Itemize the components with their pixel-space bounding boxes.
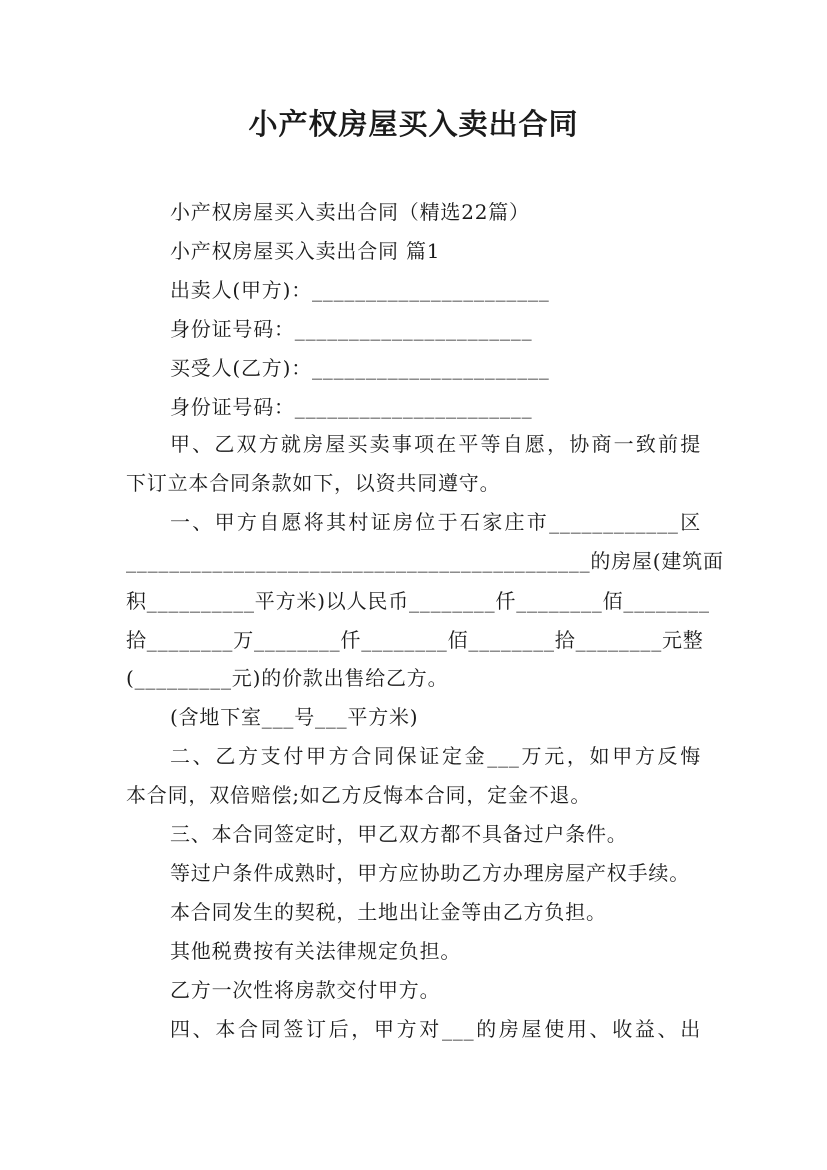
buyer-field: 买受人(乙方)：______________________ <box>170 356 550 380</box>
paragraph-line: 拾________万________仟________佰________拾________元整 <box>126 628 704 652</box>
paragraph-line: 下订立本合同条款如下，以资共同遵守。 <box>126 471 501 495</box>
paragraph-line: 一、甲方自愿将其村证房位于石家庄市____________区 <box>170 510 701 534</box>
paragraph-line: 四、本合同签订后，甲方对___的房屋使用、收益、出 <box>170 1017 701 1041</box>
paragraph-line: 积__________平方米)以人民币________仟________佰________ <box>126 589 710 613</box>
paragraph-line: (含地下室___号___平方米) <box>170 705 419 729</box>
paragraph-line: 乙方一次性将房款交付甲方。 <box>170 978 441 1002</box>
paragraph-line: 本合同发生的契税，土地出让金等由乙方负担。 <box>170 900 607 924</box>
paragraph-line: (_________元)的价款出售给乙方。 <box>126 666 449 690</box>
paragraph-line: 三、本合同签定时，甲乙双方都不具备过户条件。 <box>170 822 628 846</box>
seller-id-field: 身份证号码：______________________ <box>170 317 533 341</box>
paragraph-line: ___________________________________________的房屋(建筑面 <box>126 549 724 573</box>
subtitle-line: 小产权房屋买入卖出合同（精选22篇） <box>170 200 530 224</box>
paragraph-line: 二、乙方支付甲方合同保证定金___万元，如甲方反悔 <box>170 744 701 768</box>
section-heading: 小产权房屋买入卖出合同 篇1 <box>170 239 441 263</box>
seller-field: 出卖人(甲方)：______________________ <box>170 278 550 302</box>
paragraph-line: 本合同，双倍赔偿;如乙方反悔本合同，定金不退。 <box>126 783 592 807</box>
document-title: 小产权房屋买入卖出合同 <box>248 107 579 141</box>
paragraph-line: 等过户条件成熟时，甲方应协助乙方办理房屋产权手续。 <box>170 861 690 885</box>
paragraph-line: 甲、乙双方就房屋买卖事项在平等自愿，协商一致前提 <box>170 432 701 456</box>
buyer-id-field: 身份证号码：______________________ <box>170 395 533 419</box>
paragraph-line: 其他税费按有关法律规定负担。 <box>170 939 462 963</box>
